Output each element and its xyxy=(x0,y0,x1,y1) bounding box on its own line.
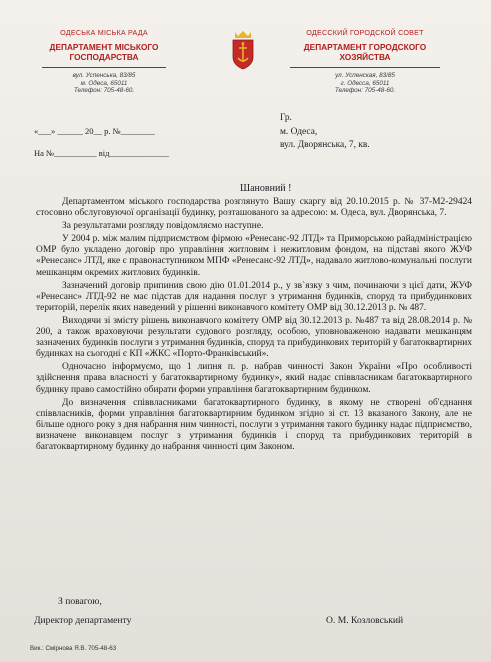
address-line-2: м. Одеса, 65011 xyxy=(80,79,128,87)
department-name-ru: ДЕПАРТАМЕНТ ГОРОДСКОГО ХОЗЯЙСТВА xyxy=(303,42,427,62)
letterhead-divider xyxy=(42,67,166,68)
body-paragraph-5: Виходячи зі змісту рішень виконавчого комітету ОМР від 30.12.2013 р. №487 та від 28.08.2014 р. № 200, а також враховуючи результати судового розгляду, особою, уповноваженою надавати мешканцям зазначених будинків послуги з утримання будинків, споруд та прибудинкових територій у багатоквартирних будинках на сьогодні є КП «ЖКС «Порто-Франківський». xyxy=(36,315,472,360)
addressee-line-3: вул. Дворянська, 7, кв. xyxy=(280,140,370,150)
body-paragraph-2: За результатами розгляду повідомляємо наступне. xyxy=(62,221,264,232)
body-paragraph-4: Зазначений договір припинив свою дію 01.01.2014 р., у зв`язку з чим, починаючи з цієї дати, ЖУФ «Ренесанс» ЛТД-92 не має підстав для надання послуг з утримання будинків, споруд та прибудинкових територій, перелік яких наведений у рішенні виконавчого комітету ОМР від 30.12.2013 р. № 487. xyxy=(36,280,472,313)
address-line-1: ул. Успенская, 83/85 xyxy=(335,72,395,79)
council-name-ua: ОДЕСЬКА МІСЬКА РАДА xyxy=(60,28,148,37)
signatory-name: О. М. Козловський xyxy=(326,615,404,626)
signatory-title: Директор департаменту xyxy=(34,615,132,626)
council-name-ru: ОДЕССКИЙ ГОРОДСКОЙ СОВЕТ xyxy=(306,28,424,37)
letter-body xyxy=(36,197,472,455)
incoming-reference-line: На №__________ від______________ xyxy=(34,148,169,158)
address-line-1: вул. Успенська, 83/85 xyxy=(72,72,136,79)
addressee-block xyxy=(280,112,370,153)
department-name-ua: ДЕПАРТАМЕНТ МІСЬКОГО ГОСПОДАРСТВА xyxy=(49,42,159,62)
letterhead-divider xyxy=(290,67,440,68)
body-paragraph-6: Одночасно інформуємо, що 1 липня п. р. набрав чинності Закон України «Про особливості здійснення права власності у багатоквартирному будинку», який надає співвласникам багатоквартирного будинку право самостійно обирати форми управління багатоквартирним будинком. xyxy=(36,362,472,395)
phone-line: Телефон: 705-48-60. xyxy=(73,87,135,95)
addressee-line-1: Гр. xyxy=(280,113,292,123)
odesa-coat-of-arms-icon xyxy=(230,30,256,70)
addressee-line-2: м. Одеса, xyxy=(280,126,318,137)
body-paragraph-7: До визначення співвласниками багатоквартирного будинку, в якому не створені об'єднання співвласників, форми управління багатоквартирним будинком згідно зі ст. 13 вказаного Закону, але не більше одного року з дня набрання ним чинності, послуги з утримання такого будинку надає підприємство, визначене виконавцем послуг з утримання будинків і споруд та прибудинкових територій в багатоквартирному будинку до набрання чинності цим Законом. xyxy=(36,397,472,452)
phone-line: Телефон: 705-48-60. xyxy=(334,87,396,95)
salutation: Шановний ! xyxy=(240,183,292,194)
letterhead-right xyxy=(290,28,440,95)
body-paragraph-3: У 2004 р. між малим підприємством фірмою «Ренесанс-92 ЛТД» та Приморською райадміністрацією ОМР було укладено договір про управління житловим і нежитловим фондом, на підставі якого ЖУФ «Ренесанс» ЛТД, яке є правонаступником МПФ «Ренесанс-92 ЛТД», надавало житлово-комунальні послуги мешканцям окремих житлових будинків. xyxy=(36,234,472,278)
closing-phrase: З повагою, xyxy=(58,596,102,607)
letterhead-left xyxy=(42,28,166,95)
address-line-2: г. Одесса, 65011 xyxy=(340,79,390,87)
body-paragraph-1: Департаментом міського господарства розглянуто Вашу скаргу від 20.10.2015 р. № 37-М2-29424 стосовно обслуговуючої організації будинку, розташованого за адресою: м. Одеса, вул. Дворянська, 7. xyxy=(36,197,472,219)
executor-footer: Вик.: Смірнова Я.В. 705-48-63 xyxy=(30,645,117,652)
outgoing-number-line: «___» ______ 20__ р. №________ xyxy=(34,126,155,136)
